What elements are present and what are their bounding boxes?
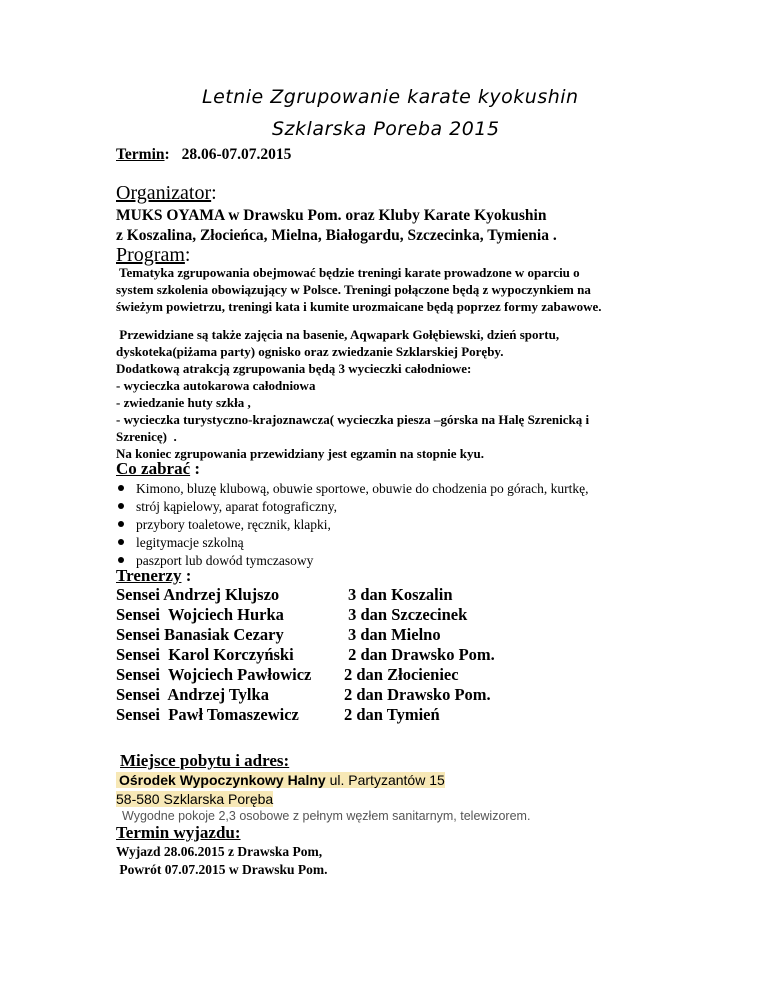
program-p2-line: Szrenicę) . <box>116 429 177 444</box>
bullet-icon <box>118 521 124 527</box>
list-item <box>118 498 589 516</box>
co-zabrac-list <box>118 480 589 570</box>
miejsce-city-line <box>116 791 273 807</box>
termin-line <box>116 146 291 164</box>
trainer-name: Sensei Andrzej Tylka <box>116 685 269 704</box>
co-zabrac-heading <box>116 459 200 479</box>
program-colon: : <box>184 244 191 266</box>
trainer-dan: 3 dan Szczecinek <box>344 605 468 624</box>
program-p1-line: świeżym powietrzu, treningi kata i kumite urozmaicane będą poprzez formy zabawowe. <box>116 299 602 314</box>
termin-value: 28.06-07.07.2015 <box>181 146 292 163</box>
organizator-line-1: MUKS OYAMA w Drawsku Pom. oraz Kluby Karate Kyokushin <box>116 207 547 224</box>
list-item-text: strój kąpielowy, aparat fotograficzny, <box>136 499 338 514</box>
list-item <box>118 534 589 552</box>
bullet-icon <box>118 503 124 509</box>
trainer-row <box>116 685 536 705</box>
program-p2-line: Na koniec zgrupowania przewidziany jest egzamin na stopnie kyu. <box>116 446 484 461</box>
trainer-row <box>116 605 536 625</box>
list-item-text: legitymacje szkolną <box>136 535 244 550</box>
organizator-line-2: z Koszalina, Złocieńca, Mielna, Białogardu, Szczecinka, Tymienia . <box>116 227 557 244</box>
trainer-name: Sensei Andrzej Klujszo <box>116 585 280 604</box>
organizator-label: Organizator <box>116 182 212 204</box>
program-label: Program <box>116 244 185 266</box>
miejsce-note: Wygodne pokoje 2,3 osobowe z pełnym węzłem sanitarnym, telewizorem. <box>122 809 531 823</box>
list-item-text: Kimono, bluzę klubową, obuwie sportowe, obuwie do chodzenia po górach, kurtkę, <box>136 481 589 496</box>
trainer-name: Sensei Banasiak Cezary <box>116 625 284 644</box>
wyjazd-line-2: Powrót 07.07.2015 w Drawsku Pom. <box>116 862 328 877</box>
trainer-name: Sensei Karol Korczyński <box>116 645 294 664</box>
trainer-dan: 2 dan Drawsko Pom. <box>344 685 491 704</box>
place-city: 58-580 Szklarska Poręba <box>116 791 274 807</box>
trainer-dan: 3 dan Koszalin <box>348 585 453 604</box>
program-p1-line: system szkolenia obowiązujący w Polsce. Treningi połączone będą z wypoczynkiem na <box>116 282 591 297</box>
program-paragraph-2 <box>116 326 589 462</box>
bullet-icon <box>118 539 124 545</box>
program-paragraph-1 <box>116 264 602 315</box>
trainer-row <box>116 625 536 645</box>
place-name: Ośrodek Wypoczynkowy Halny <box>116 772 326 788</box>
program-p2-line: - wycieczka autokarowa całodniowa <box>116 378 316 393</box>
trainer-row <box>116 645 536 665</box>
miejsce-address-line <box>116 772 445 788</box>
organizator-colon: : <box>211 182 217 204</box>
co-zabrac-label: Co zabrać <box>116 459 191 478</box>
title-line-2: Szklarska Poreba 2015 <box>272 118 500 140</box>
program-p1-line: Tematyka zgrupowania obejmować będzie treningi karate prowadzone w oparciu o <box>116 265 580 280</box>
termin-label: Termin <box>116 146 165 163</box>
trainer-row <box>116 665 536 685</box>
trainer-dan: 2 dan Drawsko Pom. <box>344 645 495 664</box>
trainer-name: Sensei Wojciech Hurka <box>116 605 284 624</box>
wyjazd-line-1: Wyjazd 28.06.2015 z Drawska Pom, <box>116 844 323 859</box>
trainer-dan: 2 dan Tymień <box>344 705 440 724</box>
title-line-1: Letnie Zgrupowanie karate kyokushin <box>202 86 579 108</box>
trenerzy-label: Trenerzy <box>116 566 182 585</box>
trainer-dan: 2 dan Złocieniec <box>344 665 459 684</box>
trainers-table <box>116 585 536 725</box>
program-p2-line: - zwiedzanie huty szkła , <box>116 395 251 410</box>
place-street: ul. Partyzantów 15 <box>325 772 445 788</box>
termin-colon: : <box>164 146 170 163</box>
trenerzy-heading <box>116 566 191 586</box>
program-p2-line: Przewidziane są także zajęcia na basenie, Aqwapark Gołębiewski, dzień sportu, <box>116 327 560 342</box>
co-zabrac-colon: : <box>190 459 201 478</box>
program-p2-line: - wycieczka turystyczno-krajoznawcza( wycieczka piesza –górska na Halę Szrenicką i <box>116 412 590 427</box>
list-item-text: przybory toaletowe, ręcznik, klapki, <box>136 517 331 532</box>
trainer-name: Sensei Wojciech Pawłowicz <box>116 665 312 684</box>
list-item <box>118 480 589 498</box>
wyjazd-heading: Termin wyjazdu: <box>116 823 241 842</box>
bullet-icon <box>118 485 124 491</box>
trainer-row <box>116 705 536 725</box>
miejsce-heading: Miejsce pobytu i adres: <box>120 751 290 770</box>
list-item <box>118 516 589 534</box>
list-item-text: paszport lub dowód tymczasowy <box>136 553 314 568</box>
organizator-heading <box>116 182 217 205</box>
trenerzy-colon: : <box>181 566 192 585</box>
bullet-icon <box>118 557 124 563</box>
program-p2-line: dyskoteka(piżama party) ognisko oraz zwiedzanie Szklarskiej Poręby. <box>116 344 504 359</box>
trainer-dan: 3 dan Mielno <box>348 625 441 644</box>
trainer-name: Sensei Pawł Tomaszewicz <box>116 705 299 724</box>
trainer-row <box>116 585 536 605</box>
program-p2-line: Dodatkową atrakcją zgrupowania będą 3 wycieczki całodniowe: <box>116 361 472 376</box>
